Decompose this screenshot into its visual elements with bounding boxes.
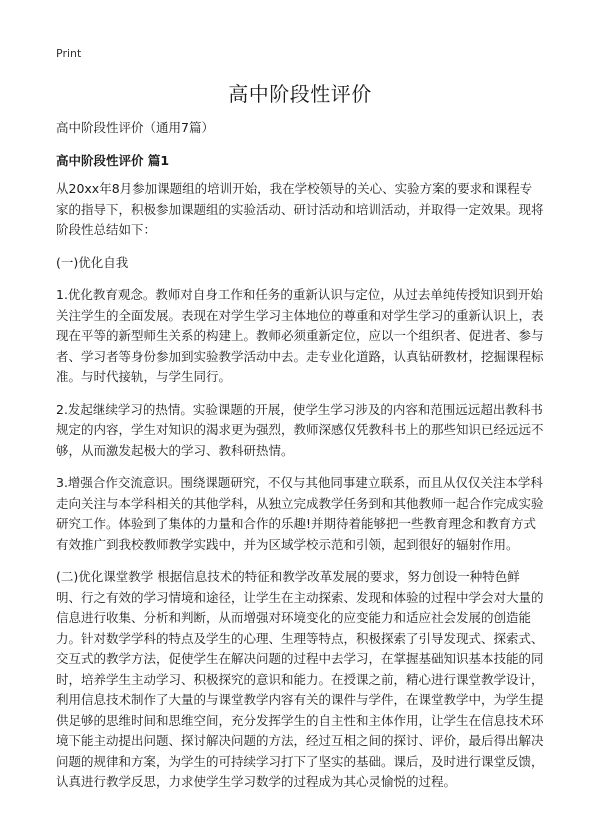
document-title: 高中阶段性评价 <box>228 82 372 106</box>
section-heading: 高中阶段性评价 篇1 <box>56 152 170 168</box>
paragraph-point-3: 3.增强合作交流意识。围绕课题研究，不仅与其他同事建立联系，而且从仅仅关注本学科走向关注与本学科相关的其他学科，从独立完成教学任务到和其他教师一起合作完成实验研究工作。体验到了集体的力量和合作的乐趣!并期待着能够把一些教育理念和教育方式有效推广到我校教师教学实践中，并为区域学校示范和引领，起到很好的辐射作用。 <box>56 475 544 552</box>
paragraph-intro: 从20xx年8月参加课题组的培训开始，我在学校领导的关心、实验方案的要求和课程专家的指导下，积极参加课题组的实验活动、研讨活动和培训活动，并取得一定效果。现将阶段性总结如下： <box>56 181 544 237</box>
document-body <box>56 118 544 805</box>
paragraph-point-1: 1.优化教育观念。教师对自身工作和任务的重新认识与定位，从过去单纯传授知识到开始关注学生的全面发展。表现在对学生学习主体地位的尊重和对学生学习的重新认识上，表现在平等的新型师生关系的构建上。教师必须重新定位，应以一个组织者、促进者、参与者、学习者等身份参加到实验教学活动中去。走专业化道路，认真钻研教材，挖掘课程标准。与时代接轨，与学生同行。 <box>56 287 544 384</box>
paragraph-classroom-teaching: (二)优化课堂教学 根据信息技术的特征和教学改革发展的要求，努力创设一种特色鲜明、行之有效的学习情境和途径，让学生在主动探索、发现和体验的过程中学会对大量的信息进行收集、分析和判断，从而增强对环境变化的应变能力和适应社会发展的创造能力。针对数学学科的特点及学生的心理、生理等特点，积极探索了引导发现式、探索式、交互式的教学方法，促使学生在解决问题的过程中去学习，在掌握基础知识基本技能的同时，培养学生主动学习、积极探究的意识和能力。在授课之前，精心进行课堂教学设计，利用信息技术制作了大量的与课堂教学内容有关的课件与学件，在课堂教学中，为学生提供足够的思维时间和思维空间，充分发挥学生的自主性和主体作用，让学生在信息技术环境下能主动提出问题、探讨解决问题的方法，经过互相之间的探讨、评价，最后得出解决问题的规律和方案，为学生的可持续学习打下了坚实的基础。课后，及时进行课堂反馈，认真进行教学反思，力求使学生学习数学的过程成为其心灵愉悦的过程。 <box>56 569 544 789</box>
document-subtitle: 高中阶段性评价（通用7篇） <box>56 120 214 135</box>
paragraph-point-2: 2.发起继续学习的热情。实验课题的开展，使学生学习涉及的内容和范围远远超出教科书规定的内容，学生对知识的渴求更为强烈，教师深感仅凭教科书上的那些知识已经远远不够，从而激发起极大的学习、教科研热情。 <box>56 401 544 458</box>
subheading-optimize-self: (一)优化自我 <box>56 254 129 270</box>
print-link[interactable]: Print <box>56 47 82 60</box>
